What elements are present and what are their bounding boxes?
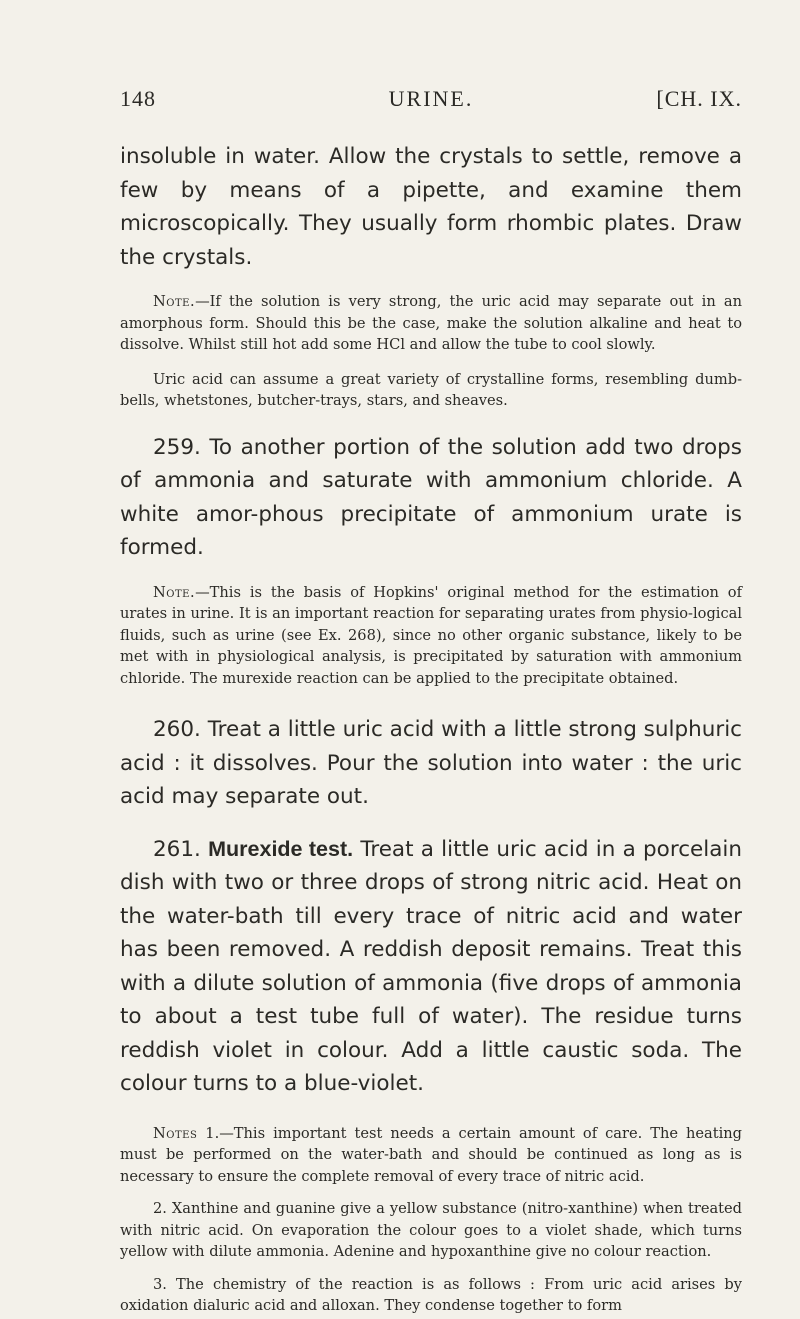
test-name: Murexide test. [208, 836, 354, 861]
experiment-text: Treat a little uric acid with a little strong sulphuric acid : it dissolves. Pour the solution into water : the uric acid may separate out. [120, 717, 743, 809]
crystal-forms-paragraph: Uric acid can assume a great variety of crystalline forms, resembling dumb-bells, whetstones, butcher-trays, stars, and sheaves. [120, 370, 742, 409]
note-paragraph [120, 291, 742, 356]
note-label: Notes [153, 1124, 198, 1142]
experiment-text: Treat a little uric acid in a porcelain dish with two or three drops of strong nitric acid. Heat on the water-bath till every trace of nitric acid and water has been removed. A reddish deposit remains. Treat this with a dilute solution of ammonia (five drops of ammonia to about a test tube full of water). The residue turns reddish violet in colour. Add a little caustic soda. The colour turns to a blue-violet. [120, 836, 742, 1096]
note-text: —This is the basis of Hopkins' original method for the estimation of urates in urine. It is an important reaction for separating urates from physio-logical fluids, such as urine (see Ex. 268), since no other organic substance, likely to be met with in physiological analysis, is precipitated by saturation with ammonium chloride. The murexide reaction can be applied to the precipitate obtained. [120, 583, 742, 687]
note-text: —If the solution is very strong, the uric acid may separate out in an amorphous form. Should this be the case, make the solution alkaline and heat to dissolve. Whilst still hot add some HCl and allow the tube to cool slowly. [120, 293, 742, 353]
experiment-number: 259. [153, 434, 201, 460]
note-label: Note. [153, 293, 196, 310]
note-2-paragraph: 2. Xanthine and guanine give a yellow substance (nitro-xanthine) when treated with nitric acid. On evaporation the colour goes to a violet shade, which turns yellow with dilute ammonia. Adenine and hypoxanthine give no colour reaction. [120, 1200, 742, 1260]
notes-paragraph [120, 1123, 742, 1188]
experiment-261 [120, 833, 742, 1101]
page-body [120, 140, 742, 1317]
note-3-paragraph: 3. The chemistry of the reaction is as follows : From uric acid arises by oxidation dialuric acid and alloxan. They condense together to form [120, 1275, 742, 1314]
experiment-text: To another portion of the solution add two drops of ammonia and saturate with ammonium chloride. A white amor-phous precipitate of ammonium urate is formed. [120, 434, 742, 560]
paragraph-continuation: insoluble in water. Allow the crystals to settle, remove a few by means of a pipette, and examine them microscopically. They usually form rhombic plates. Draw the crystals. [120, 144, 742, 270]
experiment-number: 260. [153, 717, 201, 742]
page-number: 148 [120, 86, 156, 111]
running-header [120, 86, 742, 116]
note-label: Note. [153, 583, 196, 601]
note-paragraph [120, 582, 742, 690]
note-text: 1.—This important test needs a certain amount of care. The heating must be performed on the water-bath and should be continued as long as is necessary to ensure the complete removal of every trace of nitric acid. [120, 1124, 742, 1185]
experiment-259 [120, 431, 742, 565]
chapter-label: [CH. IX. [656, 86, 742, 111]
experiment-260 [120, 713, 742, 814]
running-title: URINE. [388, 86, 474, 111]
experiment-number: 261. [153, 836, 201, 862]
